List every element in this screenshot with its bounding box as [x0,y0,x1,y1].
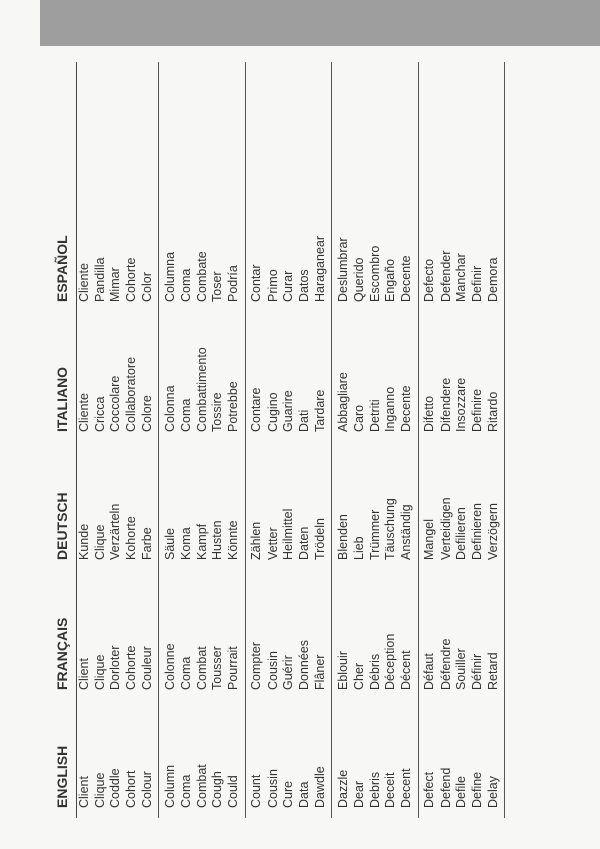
table-cell: Säule [162,528,177,560]
row-spacer [93,62,109,182]
table-cell: Könnte [226,442,246,570]
translation-table [50,62,505,818]
table-cell: Anständig [399,442,419,570]
table-row [226,62,246,818]
table-row [312,62,332,818]
table-cell: Insozzare [454,377,468,432]
row-spacer [454,62,470,182]
table-cell: Dawdle [312,700,332,818]
table-cell: Mangel [422,519,437,560]
row-spacer [418,62,439,182]
table-cell: Coma [179,656,193,690]
table-cell: Columna [162,251,177,302]
row-spacer [210,62,226,182]
table-row [159,62,180,818]
table-cell: Tousser [210,646,224,690]
table-cell: Difendere [438,377,453,432]
table-cell: Cough [210,771,224,808]
table-cell: Tardare [312,312,332,442]
table-cell: Manchar [454,253,468,302]
row-spacer [179,62,195,182]
table-cell: Täuschung [383,498,397,560]
table-row [418,62,439,818]
table-row [399,62,419,818]
table-cell: Décent [399,570,419,700]
table-cell: Coccolare [108,375,122,432]
table-cell: Souiller [454,648,468,690]
row-spacer [368,62,384,182]
table-cell: Podría [226,182,246,312]
column-header-italiano: ITALIANO [50,312,77,442]
table-cell: Définir [469,653,484,690]
table-cell: Pandilla [92,257,107,302]
table-cell: Could [226,700,246,818]
table-cell: Difetto [422,395,437,432]
table-cell: Zählen [249,521,264,560]
table-row [281,62,297,818]
table-cell: Verzärteln [108,503,122,560]
table-cell: Define [469,771,484,808]
table-cell: Coma [179,268,193,302]
table-cell: Defilieren [454,507,468,560]
table-cell: Cugino [265,392,280,432]
row-spacer [226,62,246,182]
row-spacer [124,62,140,182]
table-row [332,62,353,818]
table-cell: Potrebbe [226,312,246,442]
table-cell: Défendre [438,638,453,690]
table-row [439,62,455,818]
table-cell: Verzögern [485,442,505,570]
table-cell: Guarire [281,390,295,432]
table-cell: Colonna [162,385,177,432]
table-cell: Colonne [162,643,177,690]
table-cell: Cher [352,662,366,690]
table-cell: Toser [210,271,224,302]
table-cell: Delay [485,700,505,818]
table-cell: Combattimento [194,347,209,432]
header-row [50,62,77,818]
table-cell: Defile [454,776,468,808]
table-cell: Client [77,658,91,690]
table-row [195,62,211,818]
table-row [124,62,140,818]
table-cell: Ritardo [485,312,505,442]
table-cell: Heilmittel [281,508,295,560]
table-cell: Defect [422,771,437,808]
table-row [485,62,505,818]
table-cell: Colour [139,700,159,818]
table-cell: Coma [179,774,193,808]
table-cell: Compter [249,642,264,690]
table-cell: Guérir [281,655,295,690]
row-spacer [439,62,455,182]
table-cell: Definire [469,388,484,432]
table-cell: Dorloter [108,645,122,690]
table-cell: Defender [438,250,453,302]
column-header-english: ENGLISH [50,700,77,818]
table-cell: Trödeln [312,442,332,570]
table-cell: Cliente [77,393,91,432]
table-cell: Curar [281,270,295,302]
table-cell: Cliente [77,263,91,302]
table-cell: Vetter [265,527,280,560]
table-cell: Cohorte [123,645,138,690]
table-cell: Debris [367,771,382,808]
table-cell: Cohort [123,770,138,808]
table-cell: Abbagliare [335,372,350,432]
table-row [297,62,313,818]
table-row [108,62,124,818]
column-header-deutsch: DEUTSCH [50,442,77,570]
rotated-table-container [50,62,500,818]
table-row [368,62,384,818]
table-cell: Coddle [108,768,122,808]
table-cell: Déception [383,633,397,690]
row-spacer [108,62,124,182]
table-cell: Combat [194,646,209,690]
table-cell: Colore [139,312,159,442]
table-cell: Husten [210,520,224,560]
table-cell: Clique [92,654,107,690]
table-cell: Défaut [422,653,437,690]
row-spacer [159,62,180,182]
table-cell: Données [296,639,311,690]
table-cell: Deceit [383,772,397,808]
table-cell: Mimar [108,267,122,302]
table-cell: Cure [281,780,295,808]
table-cell: Count [249,774,264,808]
table-cell: Blenden [335,514,350,560]
table-cell: Client [77,776,91,808]
table-body [77,62,505,818]
table-cell: Farbe [139,442,159,570]
table-cell: Collaboratore [123,356,138,432]
table-cell: Decent [399,700,419,818]
table-cell: Cousin [265,769,280,808]
table-cell: Clique [92,772,107,808]
column-header-español: ESPAÑOL [50,182,77,312]
table-cell: Data [296,781,311,808]
row-spacer [139,62,159,182]
table-cell: Tossire [210,392,224,432]
table-cell: Dear [352,780,366,808]
table-cell: Eblouir [335,651,350,690]
header-spacer [50,62,77,182]
table-cell: Koma [179,527,193,560]
table-row [266,62,282,818]
table-cell: Cohorte [123,257,138,302]
table-cell: Kunde [77,523,91,560]
table-cell: Caro [352,404,366,432]
table-cell: Defecto [422,258,437,302]
row-spacer [297,62,313,182]
table-cell: Combate [194,251,209,302]
table-cell: Verteidigen [438,497,453,560]
table-cell: Flâner [312,570,332,700]
column-header-français: FRANÇAIS [50,570,77,700]
table-row [383,62,399,818]
table-cell: Defend [438,767,453,808]
table-cell: Cricca [92,396,107,432]
table-row [179,62,195,818]
table-row [93,62,109,818]
table-cell: Retard [485,570,505,700]
row-spacer [281,62,297,182]
table-cell: Escombro [367,245,382,302]
row-spacer [485,62,505,182]
row-spacer [332,62,353,182]
table-cell: Contare [249,387,264,432]
table-row [210,62,226,818]
table-cell: Deslumbrar [335,237,350,302]
row-spacer [470,62,486,182]
table-cell: Haraganear [312,182,332,312]
table-cell: Detriti [367,399,382,432]
table-cell: Kohorte [123,516,138,560]
table-cell: Couleur [139,570,159,700]
row-spacer [245,62,266,182]
table-cell: Lieb [352,536,366,560]
table-cell: Combat [194,764,209,808]
table-row [352,62,368,818]
table-cell: Clique [92,524,107,560]
table-cell: Decente [399,312,419,442]
table-cell: Definir [469,265,484,302]
table-cell: Kampf [194,523,209,560]
row-spacer [312,62,332,182]
table-cell: Column [162,764,177,808]
table-cell: Inganno [383,386,397,432]
table-cell: Pourrait [226,570,246,700]
table-row [454,62,470,818]
table-row [139,62,159,818]
table-cell: Primo [265,269,280,302]
table-cell: Decente [399,182,419,312]
table-cell: Datos [296,269,311,302]
table-cell: Definieren [469,503,484,560]
table-cell: Dazzle [335,769,350,808]
row-spacer [266,62,282,182]
table-cell: Color [139,182,159,312]
row-spacer [399,62,419,182]
row-spacer [383,62,399,182]
table-cell: Cousin [265,651,280,690]
row-spacer [77,62,93,182]
table-row [245,62,266,818]
table-cell: Engaño [383,258,397,302]
table-cell: Querido [352,257,366,302]
table-cell: Coma [179,398,193,432]
table-cell: Demora [485,182,505,312]
table-cell: Trümmer [367,509,382,560]
table-cell: Contar [249,264,264,302]
row-spacer [195,62,211,182]
table-cell: Dati [296,409,311,432]
row-spacer [352,62,368,182]
table-cell: Débris [367,653,382,690]
table-cell: Daten [296,526,311,560]
table-row [77,62,93,818]
table-row [470,62,486,818]
